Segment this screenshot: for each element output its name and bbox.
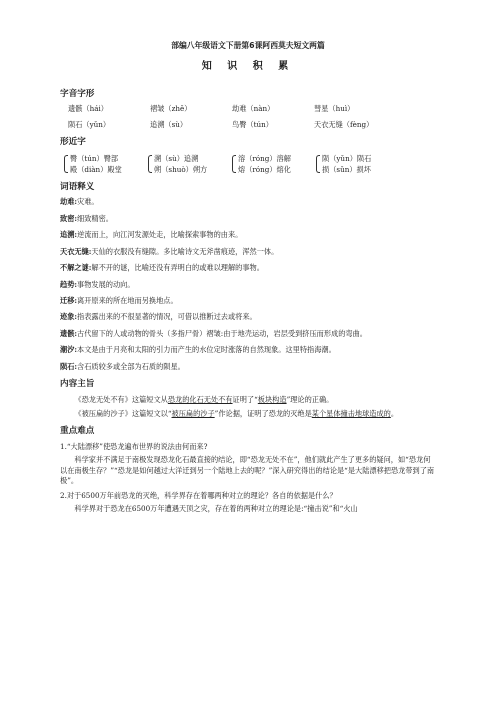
theme-paragraph-1	[60, 395, 436, 405]
vocab-item	[60, 230, 436, 240]
vocab-item	[60, 329, 436, 339]
vocab-item	[60, 247, 436, 257]
text-span: 证明了“	[232, 394, 258, 404]
vocab-term: 迁移:	[60, 295, 78, 305]
section-title: 知 识 积 累	[201, 61, 295, 73]
vocab-heading: 词语释义	[60, 181, 95, 192]
pronunciation-item: 鸟臀（tún）	[232, 119, 273, 129]
underlined-text: 板块构造	[257, 394, 287, 404]
vocab-term: 迹象:	[60, 312, 78, 322]
similar-chars-groups	[64, 153, 436, 175]
theme-paragraph-2	[60, 409, 436, 419]
similar-chars-group	[232, 153, 310, 175]
similar-char-item: 损（sǔn）损坏	[322, 164, 371, 174]
document-page	[60, 40, 436, 519]
vocab-definition: 古代留下的人或动物的骨头（多指尸骨）褶皱:由于地壳运动，岩层受到挤压而形成的弯曲。	[77, 328, 367, 338]
text-span: 《被压扁的沙子》这篇短文以“	[74, 409, 172, 419]
answer-1: 科学家并不满足于南极发现恐龙化石最直接的结论，即“恐龙无处不在”，他们就此产生了更多的疑问，如“恐龙何以在南极生存？”“恐龙是如何越过大洋迁到另一个陆地上去的呢？”深入研究得出的结论是“是大陆漂移把恐龙带到了南极”。	[60, 455, 435, 486]
text-span: ”作论据，证明了恐龙的灭绝是	[214, 409, 312, 419]
pronunciation-item: 追溯（sù）	[150, 119, 188, 129]
vocab-term: 致密:	[60, 213, 78, 223]
similar-char-item: 陨（yǔn）陨石	[322, 153, 372, 163]
document-title: 部编八年级语文下册第6课阿西莫夫短文两篇	[171, 41, 325, 50]
similar-chars-group	[316, 153, 394, 175]
pronunciation-item: 陨石（yǔn）	[68, 119, 111, 129]
pronunciation-row	[68, 104, 436, 114]
underlined-text: 某个星体撞击地球造成的	[311, 409, 391, 419]
key-points-heading: 重点难点	[60, 426, 95, 437]
answer-2: 科学界对于恐龙在6500万年遭遇天顶之灾，存在着的两种对立的理论是:“撞击说”和“火山	[74, 504, 358, 514]
vocab-definition: 灾难。	[77, 197, 99, 207]
pronunciation-item: 劫难（nàn）	[232, 104, 275, 114]
vocab-item	[60, 263, 436, 273]
vocab-item	[60, 312, 436, 322]
similar-char-item: 溶（róng）溶解	[238, 153, 291, 163]
pronunciation-heading: 字音字形	[60, 88, 95, 99]
vocab-definition: 解不开的谜，比喻还没有弄明白的或难以理解的事物。	[91, 263, 264, 273]
vocab-list	[60, 197, 436, 372]
vocab-term: 追溯:	[60, 230, 78, 240]
vocab-item	[60, 280, 436, 290]
text-span: ”理论的正确。	[286, 394, 334, 404]
vocab-term: 遗骸:	[60, 328, 78, 338]
text-span: 。	[390, 409, 399, 419]
question-2: 2.对于6500万年前恐龙的灭绝，科学界存在着哪两种对立的理论？各自的依据是什么？	[60, 490, 337, 500]
underlined-text: 恐龙的化石无处不有	[167, 394, 233, 404]
similar-char-item: 殿（diàn）殿堂	[70, 164, 122, 174]
vocab-item	[60, 362, 436, 372]
pronunciation-item: 褶皱（zhě）	[150, 104, 192, 114]
similar-char-item: 熔（róng）熔化	[238, 164, 291, 174]
pronunciation-item: 彗星（huì）	[314, 104, 355, 114]
vocab-definition: 含石质较多或全部为石质的陨星。	[77, 361, 185, 371]
vocab-definition: 离开原来的所在地而另换地点。	[77, 295, 178, 305]
vocab-term: 潮汐:	[60, 345, 78, 355]
underlined-text: 被压扁的沙子	[171, 409, 215, 419]
pronunciation-row	[68, 120, 436, 130]
similar-char-item: 朔（shuò）朔方	[154, 164, 208, 174]
vocab-definition: 事物发展的动向。	[77, 279, 135, 289]
vocab-item	[60, 214, 436, 224]
pronunciation-item: 天衣无缝（fèng）	[314, 119, 374, 129]
vocab-definition: 本文是由于月亮和太阳的引力而产生的水位定时涨落的自然现象。这里特指海潮。	[77, 345, 336, 355]
similar-char-item: 臀（tún）臀部	[70, 153, 119, 163]
similar-chars-group	[64, 153, 142, 175]
vocab-item	[60, 296, 436, 306]
question-1: 1.“大陆漂移”使恐龙遍布世界的说法由何而来?	[60, 441, 208, 451]
vocab-term: 陨石:	[60, 361, 78, 371]
vocab-definition: 细致精密。	[77, 213, 113, 223]
vocab-item	[60, 197, 436, 207]
vocab-definition: 天仙的衣服没有缝隙。多比喻诗文无斧凿痕迹，浑然一体。	[91, 246, 279, 256]
similar-chars-group	[148, 153, 226, 175]
similar-chars-heading: 形近字	[60, 137, 86, 148]
vocab-item	[60, 345, 436, 355]
vocab-definition: 逆流而上，向江河发源处走，比喻探索事物的由来。	[77, 230, 243, 240]
text-span: 《恐龙无处不有》这篇短文从	[74, 394, 168, 404]
similar-char-item: 溯（sù）追溯	[154, 153, 199, 163]
vocab-term: 天衣无缝:	[60, 246, 92, 256]
theme-heading: 内容主旨	[60, 379, 95, 390]
vocab-definition: 指表露出来的不很显著的情况，可借以推断过去或将来。	[77, 312, 257, 322]
vocab-term: 不解之谜:	[60, 263, 92, 273]
vocab-term: 劫难:	[60, 197, 78, 207]
vocab-term: 趋势:	[60, 279, 78, 289]
pronunciation-item: 遗骸（hái）	[68, 104, 108, 114]
